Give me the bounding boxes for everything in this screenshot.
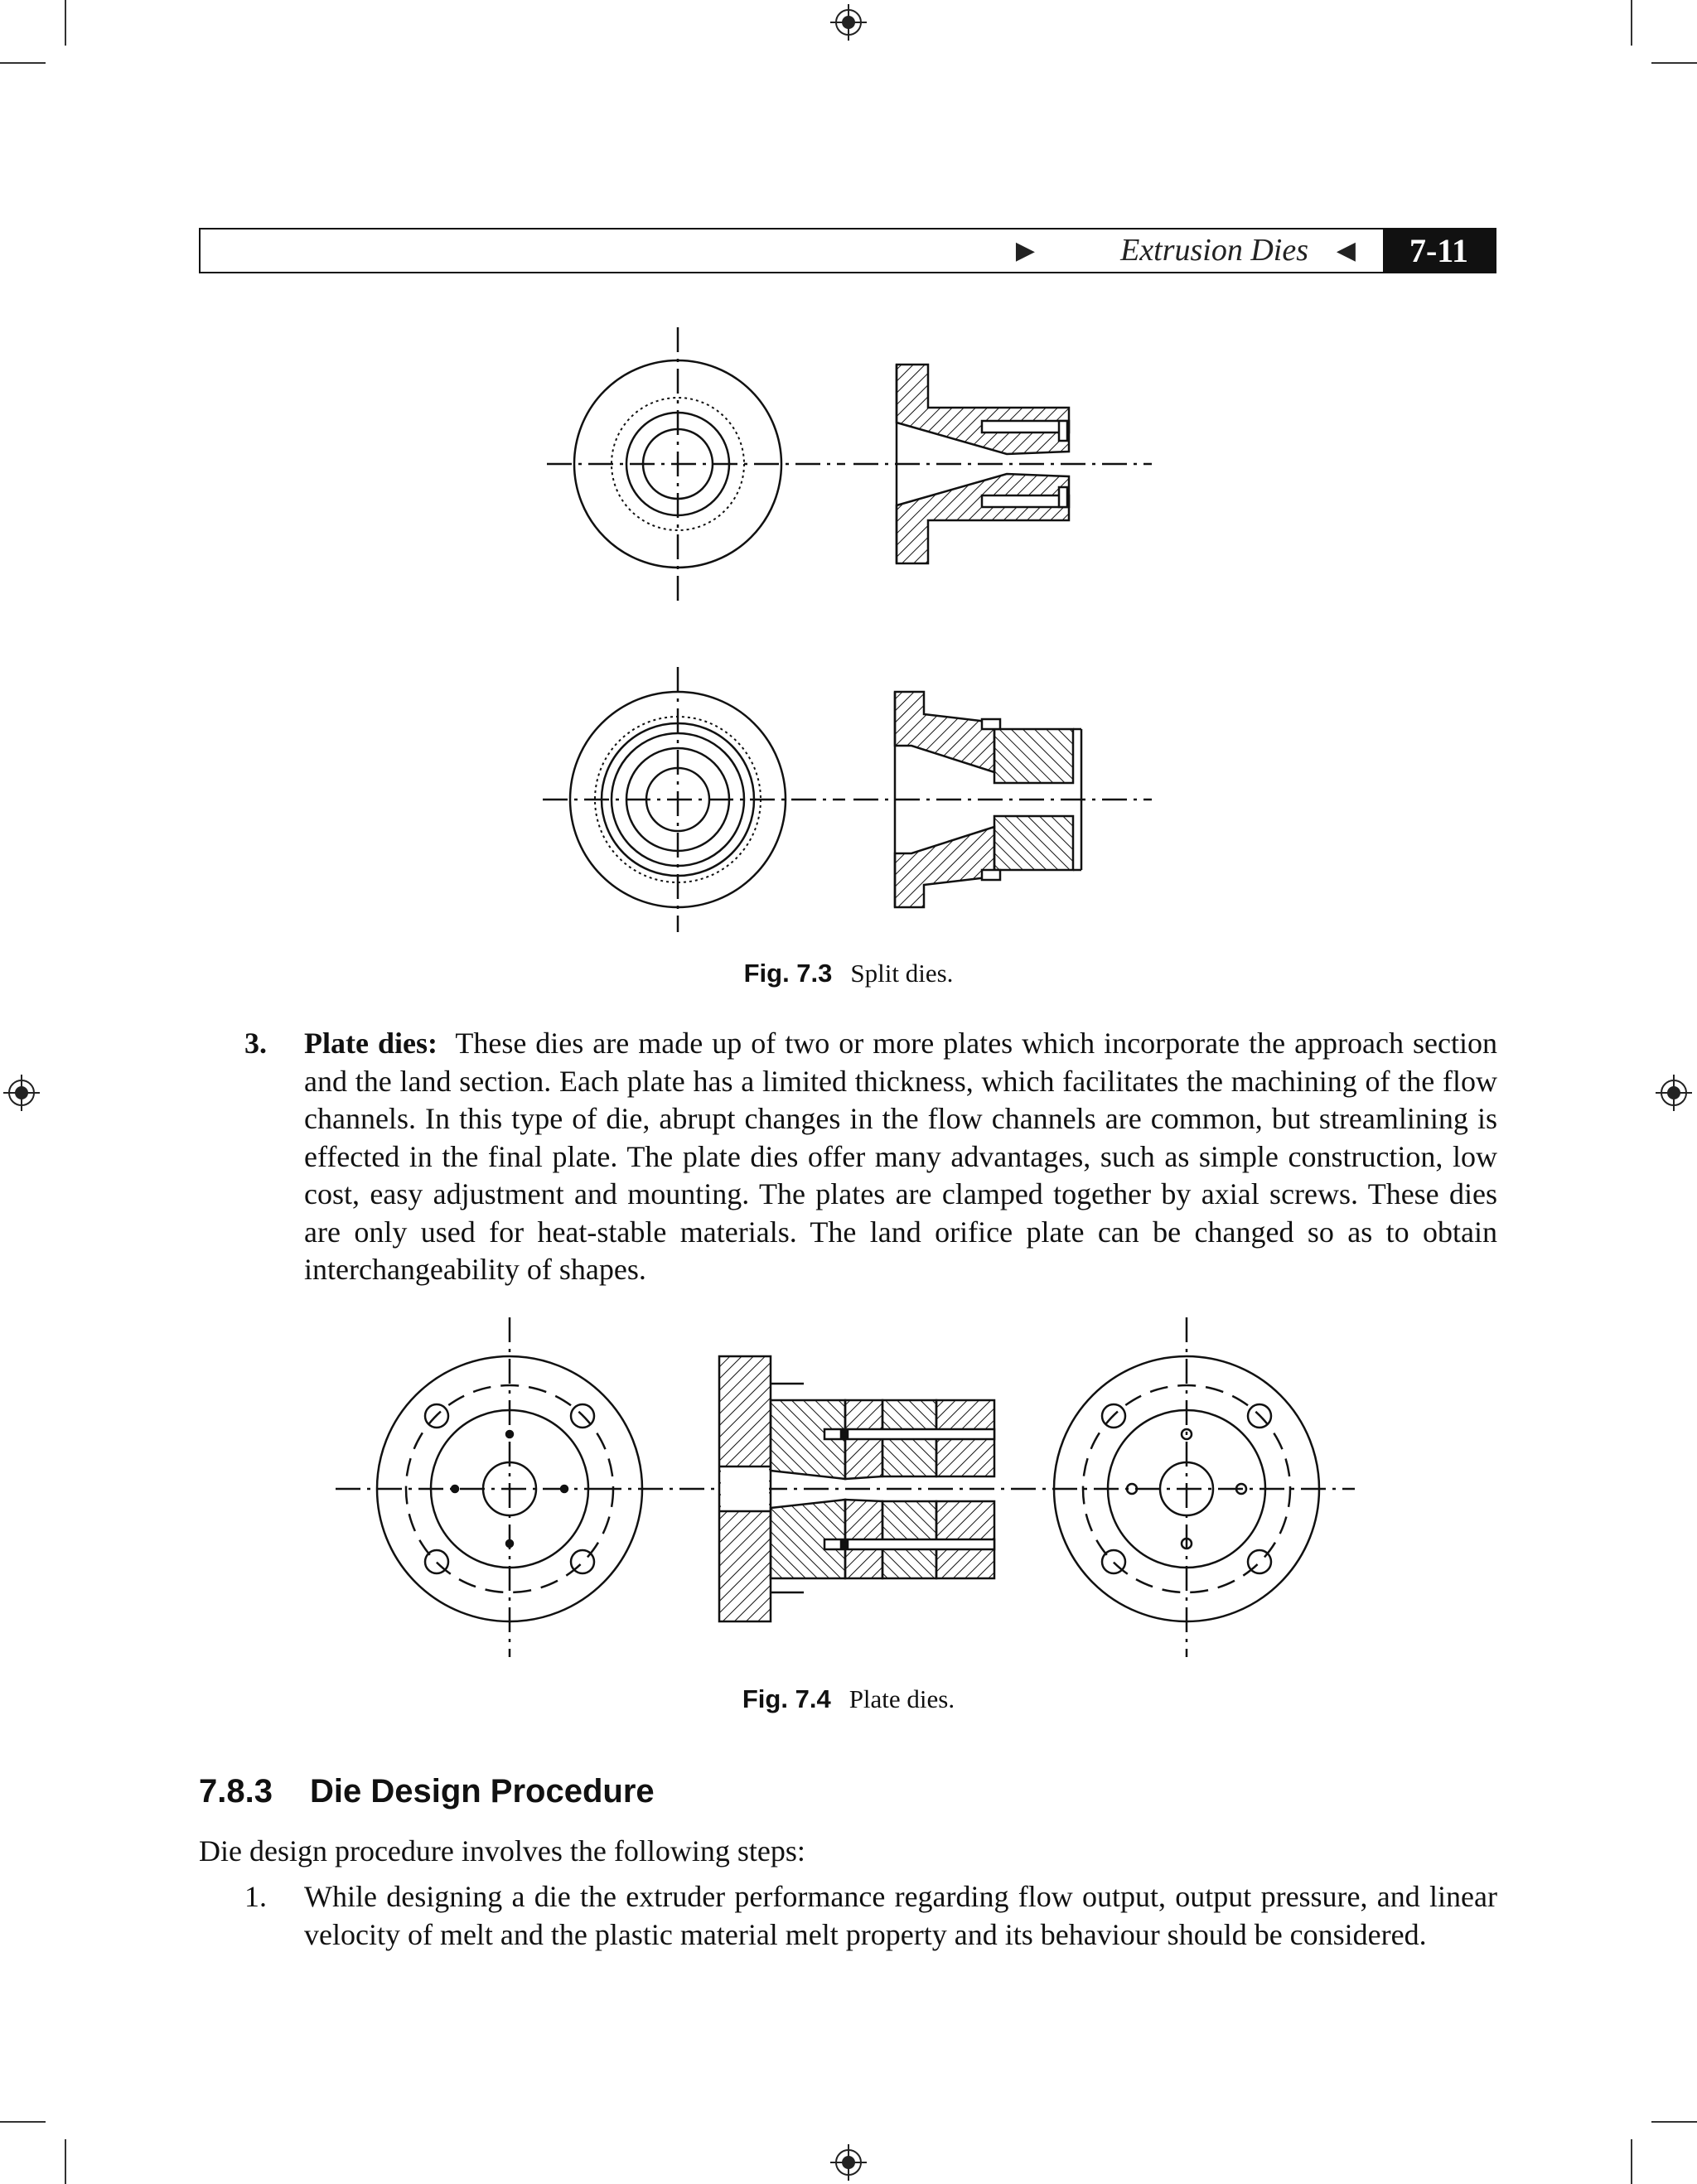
list-item-number: 3. — [244, 1027, 267, 1060]
section-number: 7.8.3 — [199, 1773, 273, 1810]
page-number: 7-11 — [1383, 230, 1495, 272]
crop-mark — [0, 62, 46, 64]
triangle-left-icon: ◀ — [1336, 237, 1356, 264]
figure-label: Fig. 7.4 — [742, 1684, 831, 1713]
figure-caption-text: Plate dies. — [848, 1684, 955, 1713]
crop-mark — [1651, 62, 1697, 64]
list-item-body: These dies are made up of two or more plates which incorporate the approach section and the land section. Each plate has a limited thickness, which facilitates the machining of the flow channels. In this type of die, abrupt changes in the flow channels are common, but streamlining is effected in the final plate. The plate dies offer many advantages, such as simple construction, low cost, easy adjustment and mounting. The plates are clamped together by axial screws. These dies are only used for heat-stable materials. The land orifice plate can be changed so as to obtain interchangeability of shapes. — [304, 1027, 1497, 1286]
figure-caption — [0, 1684, 1697, 1714]
list-item — [244, 1025, 1497, 1289]
crop-mark — [65, 2139, 66, 2184]
registration-mark-icon — [1656, 1075, 1692, 1111]
crop-mark — [1651, 2121, 1697, 2123]
figure-caption-text: Split dies. — [850, 959, 954, 988]
section-heading — [199, 1773, 655, 1810]
crop-mark — [1631, 2139, 1632, 2184]
crop-mark — [0, 2121, 46, 2123]
registration-mark-icon — [3, 1075, 40, 1111]
figure-label: Fig. 7.3 — [743, 959, 833, 988]
plate-dies-drawing — [0, 1313, 1697, 1665]
list-item — [244, 1878, 1497, 1954]
registration-mark-icon — [830, 2144, 867, 2181]
triangle-right-icon: ▶ — [1015, 237, 1035, 264]
list-item-number: 1. — [244, 1880, 267, 1913]
list-item-title: Plate dies: — [304, 1027, 438, 1060]
section-intro: Die design procedure involves the following steps: — [199, 1834, 805, 1868]
registration-mark-icon — [830, 4, 867, 41]
figure-caption — [0, 959, 1697, 988]
crop-mark — [65, 0, 66, 46]
list-item-body: While designing a die the extruder performance regarding flow output, output pressure, and linear velocity of melt and the plastic material melt property and its behaviour should be considered. — [304, 1880, 1497, 1951]
split-dies-drawing — [0, 323, 1697, 936]
crop-mark — [1631, 0, 1632, 46]
section-title: Die Design Procedure — [309, 1773, 655, 1810]
running-head — [199, 228, 1496, 273]
running-head-title: Extrusion Dies — [1120, 233, 1308, 268]
